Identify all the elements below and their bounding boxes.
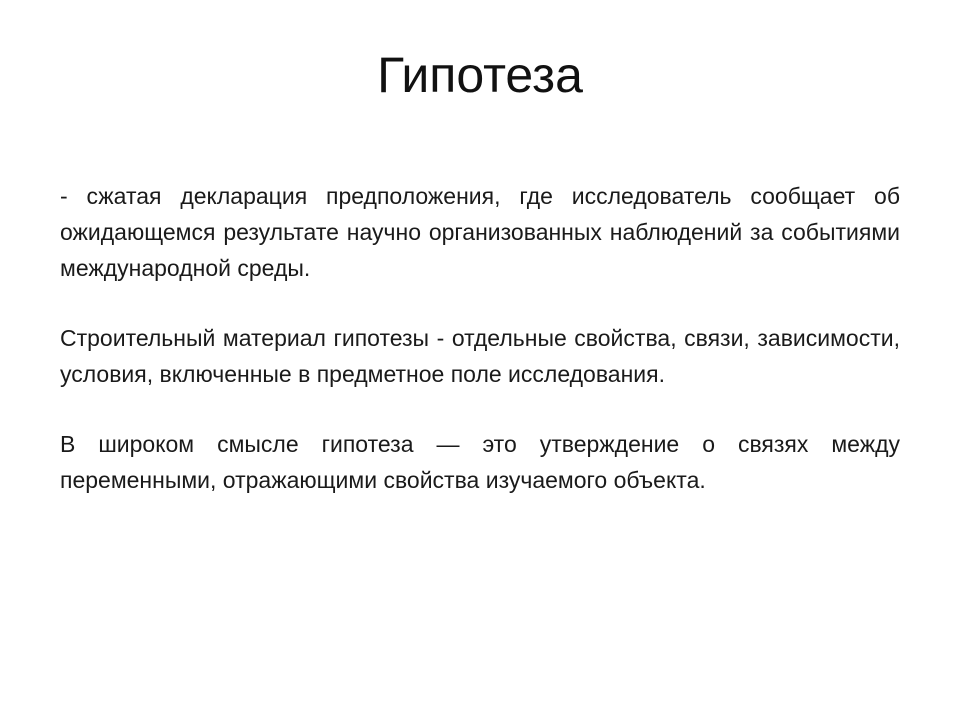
broad-sense-paragraph: В широком смысле гипотеза — это утверждение о связях между переменными, отражающими свойства изучаемого объекта. xyxy=(60,431,900,493)
definition-paragraph: - сжатая декларация предположения, где исследователь сообщает об ожидающемся результате научно организованных наблюдений за событиями международной среды. xyxy=(60,183,900,281)
slide-body xyxy=(60,178,900,532)
slide-title: Гипотеза xyxy=(377,47,583,103)
building-material-paragraph: Строительный материал гипотезы - отдельные свойства, связи, зависимости, условия, включенные в предметное поле исследования. xyxy=(60,325,900,387)
